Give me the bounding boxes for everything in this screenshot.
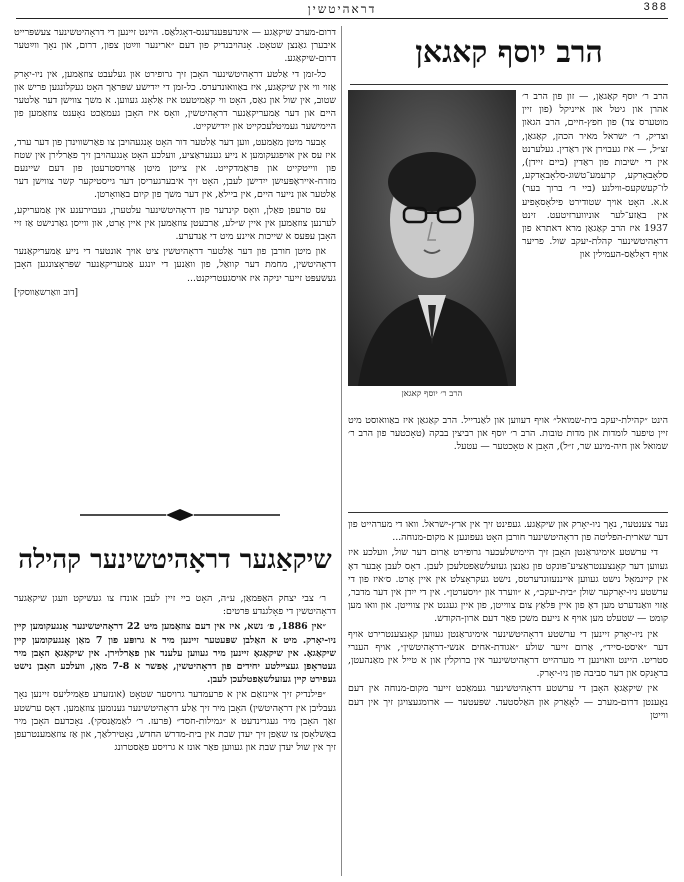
paragraph: אין ניו-יאָרק זיינען די ערשטע דראָהיטשינער אימיגראַנטן געווען קאָנצענטרירט אויף דער ״איסט-סייד״, אַרום זייער שולע ״אגודת-אחים אנשי-דראָהיטשין״, אויף הענרי סטריט. היינט וואוינען די מערהייט דראָהיטשינער אין ברוקלין און א טייל אין מאַנהעטן, בראָנקס און דער סביבה פון ניו-יאָרק. xyxy=(348,628,668,680)
article1-beside-photo xyxy=(522,90,668,410)
paragraph: און מיטן חורבן פון דער אַלטער דראָהיטשין ציט אויך אונטער די נייע אַמעריקאַנער דראָהיטשין, מחמת דער קוואַל, פון וואַנען די יונגע אַמעריקאַנער שפּראָצונגען האָבן געשעפּט זייער יניקה איז אויסגעטריקנט... xyxy=(14,246,336,284)
paragraph: אין שיקאַגאָ האָבן די ערשטע דראָהיטשינער געמאַכט זייער מקום-מנוחה אין דעם נאָענטן דרום-מערב — לאָאַרק און האַלסטעד. שפּעטער — ארומגעצויגן זיך אין דעם ווייטן xyxy=(348,683,668,721)
article-title-rabbi: הרב יוסף קאגאן xyxy=(415,35,603,70)
portrait-photo xyxy=(348,90,516,412)
paragraph: הרב ר׳ יוסף קאַגאַן, — זון פון הרב ר׳ אהרן און גיטל און אייניקל (פון זיין מוטערס צד) פון חפץ-חיים, הרב הגאון וצדיק, ר׳ ישראל מאיר הכהן, קאַגאַן, זצ״ל, — איז געבוירן אין ראַדין. געלערנט אין די ישיבות פון ראַדין (ביים זיידן), סלאָבאָדקע, קרעמע־טשוג-סלאָבאָדקע, לו־קעשקעס-ווילנע (ביי ר׳ ברוך בער) א.א. האָט אויך שטודירט פילאָסאָפיע אין באַזע־לער אוניווערזיטעט. זינט 1937 איז הרב קאַגאַן מרא דאתרא פון דראָהיטשינער קהלת-יעקב שול. פריער אויף דאָלאַס-העמילין און xyxy=(522,91,668,261)
paragraph: נער צענטער, נאָך ניו-יאָרק און שיקאַגע. געפינט זיך אין ארץ-ישראל. וואו די מערהייט פון דער שארית-הפליטה פון דראָהיטשינער חורבן האָט געפונען א מקום-מנוחה... xyxy=(348,519,668,544)
title-rule xyxy=(350,84,668,85)
ornament-divider-icon xyxy=(80,508,280,522)
author-signature: [דוב וואַרשאַווסקי] xyxy=(14,287,78,298)
paragraph: אָבער מיטן מאַמעט, ווען דער אַלטער דור האָט אָנגעהויבן צו פאַרשווינדן פון דער ערד, איז עס אין אויפגעקומען א נייע גענעראַציע, וועלכע האָט אָנגעהויבן זיך פאַרלירן אין שטח פון ווייטקייט און פּראַמדקייט. אין צייטן מיטן אַרויסטרעטן פון דעם שיינעם מזרח-אייראָפּעיִשן ייִדישן לעבן, האָט זיך איבערגעריסן דער גייסטיקער קשר צווישן דער אַלטער און נייער היים, אין ביילאַ, אין דער משך פון קיום באַוואָרטן. xyxy=(14,136,336,201)
article-title-chicago: שיקאַגער דראָהיטשינער קהילה xyxy=(18,545,332,575)
article1-end-rule xyxy=(348,512,668,513)
left-column-upper xyxy=(14,26,336,498)
running-head-title: דראהיטשין xyxy=(307,1,377,16)
paragraph: ״אין 1886, פ׳ נשא, איז אין דעם צוזאַמען מיט 22 דראָהיטשינער אָנגעקומען קיין ניו-יאָרק. מיט א האַלבן שפּעטער זיינען מיר א גרופּע פון 7 מאַן אָנגעקומען קיין שיקאַגאָ. אין שיקאַגאָ זיינען מיר געווען עלענד און פאַרלוירן. אין שיקאַגאָ האָבן מיר געטראָפן געציילטע יחידים פון דראָהיטשין, אַפשר א 7-8 מאַן, וועלכע האָבן נישט געפירט קיין געזעלשאַפטלעכן לעבן. xyxy=(14,621,336,686)
page-number: 388 xyxy=(643,1,668,13)
paragraph: עס טרעפן פאַלן, וואָס קינדער פון דראָהיטשינער עלטערן, געבוירענע אין אַמעריקע, לערנען צוזאַמען אין איין ש״לע, אַרבעטן צוזאַמען אין איין אָרט, און ווייסן גאַרנישט אַז זיי האָבן עפּעס א שייכות איינע מיט די אַנדערע. xyxy=(14,204,336,243)
paragraph: הינט ״קהילת-יעקב בית-שמואל״ אויף דעווען און לאַנדייל. הרב קאַגאַן איז באַוואוסט מיט זיין טיפער לומדות און מדות טובות. הרב ר׳ יוסף און רביצין בבקה (טאָכטער פון הרב ר׳ שמואל און חיה-מינע שר, ז״ל), האָבן א טאָכטער — עטעל. xyxy=(348,415,668,453)
paragraph: ״פּילנדיק זיך איינזאַם אין א פרעמדער גרויסער שטאָט (אונזערע פאַמיליעס זיינען נאָך געבליבן אין דראָהיטשין) האָבן מיר זיך אַלע דראָהיטשינער גענומען צוזאַמען. דאָס ערשטע זאַך האָבן מיר געגרינדעט א ״גמילות-חסד״ (פּרעז. ר׳ לאַמאַנסקי). נאָכדעם האָבן מיר באַשלאָסן צו שאַפן זיך יעדן שבת אין בית-מדרש החדש, נאָטירלאַך, און אַז צוזאַמענטרעפן זיך אין שול יעדן שבת און געווען פאַר אונז א גרויסע פאַסטרונג xyxy=(14,689,336,754)
paragraph: כל-זמן די אַלטע דראָהיטשינער האָבן זיך גרופירט און געלעבט צוזאַמען, אין ניו-יאָרק אַזוי ווי אין שיקאַגע, איז באַוואונדערס. כל-זמן די ייִדישע שפּראַך האָט געקלונגען פריש און שטוב, אין שול און גאַס, האָט ווי קאַמיטעט איז אַלאָנג געווען. א משך צווישן דער אַלטער היים און דער אַמעריקאַנער דראָהיטשין, וואָס איז האָבן געמאַכט נאָענט צוזאַמען פון היימישער געמיטלעכקייט און ייִדישקייט. xyxy=(14,68,336,133)
running-head xyxy=(16,0,668,19)
paragraph: די ערשטע אימיגראַנטן האָבן זיך היימישלעכער גרופירט אַרום דער שול, וועלכע איז געווען דער קאָנצענטראַציע־פּונקט פון גאַנצן געזעלשאַפטלעכן לעבן. דאָס לעבן אָבער דאָ אין קיינמאָל נישט געווען אייננעזונדערטס, נישט געקראָצלט אין איין אָרט. ס׳איז פון די ערשטע ניו-יאָרקער שולן ״בית-יעקב״, א ״ווערד און ״ויסערטן״. אין די ייִדן אין דער מדבר, אַזוי וואַנדערט מען דאָ פון איין פּלאַץ צום צווייטן, פון איין געגנט אין צווייטן. און וואו מען קומט — שטעלט מען אויף א נייעם משכן פאַר דעם ארון-הקודש. xyxy=(348,547,668,625)
left-column-lower xyxy=(14,592,336,878)
paragraph: דרום-מערב שיקאַגע — אינדעפּענדענס-דאָגלאַס. היינט זיינען די דראָהיטשינער צעשפּרייט איבערן גאַנצן שטאָט. אָנהויבנדיק פון דעם ״ארינער װײַטן צפון, דרום, און נאָך װײַטער דרום-שיקאַגע. xyxy=(14,27,336,65)
article1-below-photo xyxy=(348,414,668,504)
portrait-image xyxy=(348,90,516,386)
column-divider xyxy=(341,26,342,876)
paragraph: ר׳ צבי יצחק האַפּמאַן, ע״ה, האָט ביי זיין לעבן אונדז צו געשיקט וועגן שיקאַגער דראָהיטשין די פאָלגנדע פּרטים: xyxy=(14,593,336,618)
right-column-lower xyxy=(348,518,668,878)
photo-caption: הרב ר׳ יוסף קאגאן xyxy=(401,389,463,399)
